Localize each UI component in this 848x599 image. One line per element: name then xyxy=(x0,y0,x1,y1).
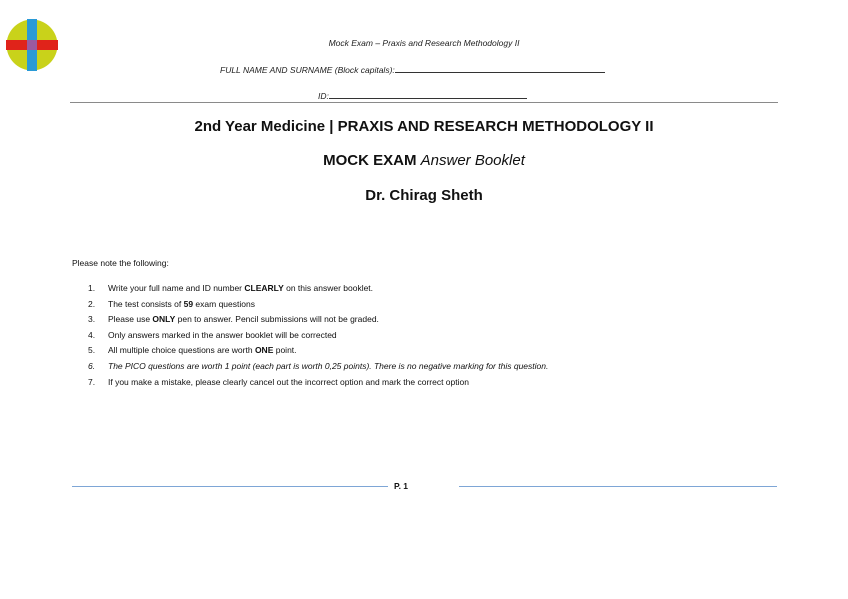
instructions-intro: Please note the following: xyxy=(72,258,169,268)
list-item: 5. All multiple choice questions are worth ONE point. xyxy=(88,345,297,356)
answer-booklet-label: Answer Booklet xyxy=(420,152,525,169)
list-item: 7. If you make a mistake, please clearly cancel out the incorrect option and mark the correct option xyxy=(88,376,469,387)
list-item: 4. Only answers marked in the answer booklet will be corrected xyxy=(88,329,337,340)
footer-divider-left xyxy=(72,486,388,487)
full-name-label: FULL NAME AND SURNAME (Block capitals): xyxy=(220,65,395,75)
footer-divider-right xyxy=(459,486,777,487)
header-divider xyxy=(70,102,778,103)
list-item: 2. The test consists of 59 exam questions xyxy=(88,298,255,309)
id-field[interactable] xyxy=(318,89,527,101)
full-name-field[interactable] xyxy=(220,63,605,75)
mock-exam-heading xyxy=(0,152,848,169)
page-number: P. 1 xyxy=(394,481,409,491)
list-item: 3. Please use ONLY pen to answer. Pencil submissions will not be graded. xyxy=(88,314,379,325)
author-heading: Dr. Chirag Sheth xyxy=(365,187,483,204)
list-item: 6. The PICO questions are worth 1 point (each part is worth 0,25 points). There is no negative marking for this question. xyxy=(88,360,549,371)
id-label: ID: xyxy=(318,91,329,101)
course-heading: 2nd Year Medicine | PRAXIS AND RESEARCH METHODOLOGY II xyxy=(194,118,654,135)
full-name-blank[interactable] xyxy=(395,63,605,73)
list-item: 1. Write your full name and ID number CLEARLY on this answer booklet. xyxy=(88,283,374,293)
mock-exam-label: MOCK EXAM xyxy=(323,152,417,169)
instructions-list xyxy=(88,283,548,392)
id-blank[interactable] xyxy=(329,89,527,99)
header-exam-title: Mock Exam – Praxis and Research Methodology II xyxy=(328,38,520,48)
